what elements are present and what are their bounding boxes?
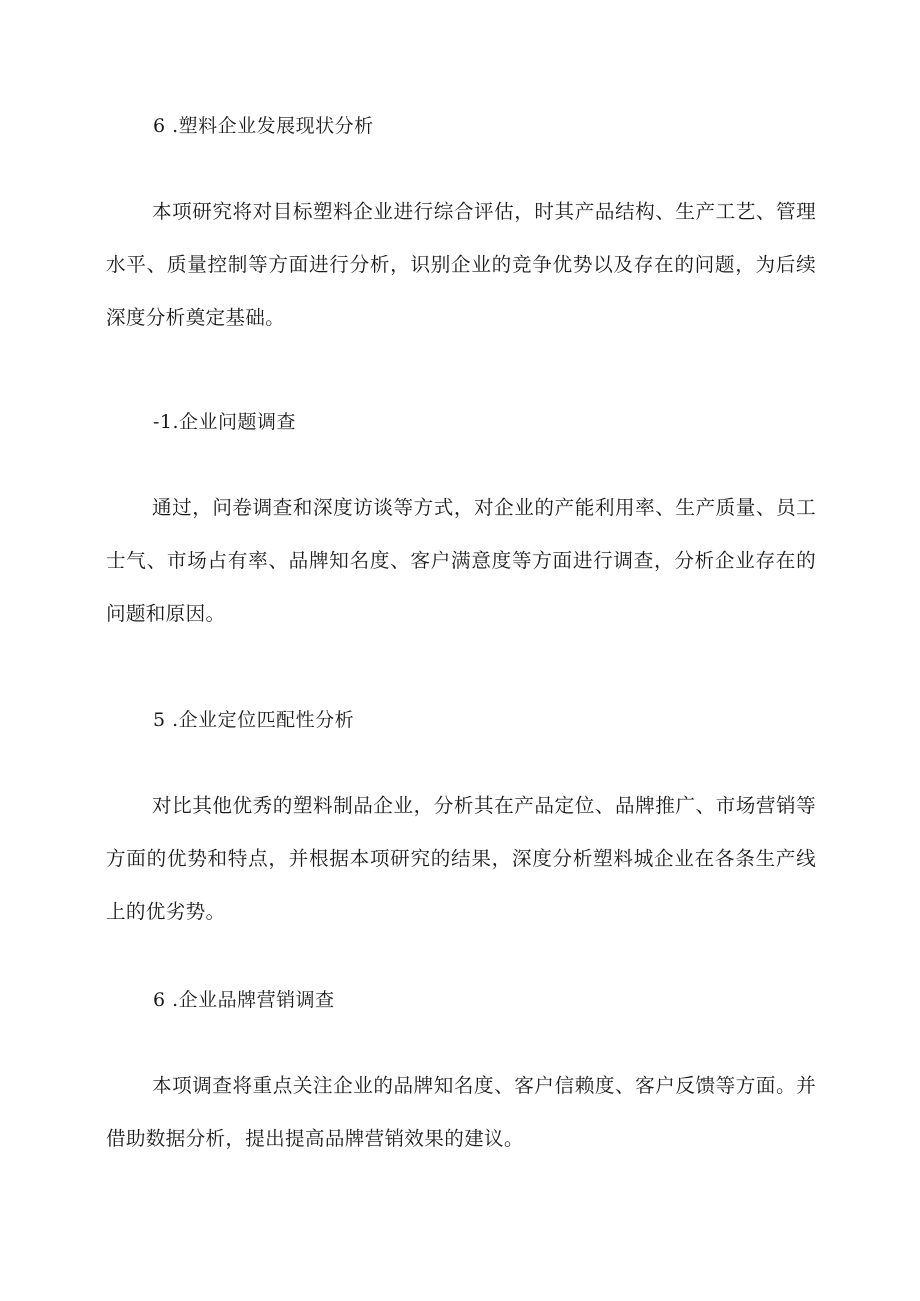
section-heading-positioning-analysis: 5 .企业定位匹配性分析 [153, 709, 355, 731]
section-heading-brand-marketing: 6 .企业品牌营销调查 [153, 989, 335, 1011]
section-body-problem-survey: 通过，问卷调查和深度访谈等方式，对企业的产能利用率、生产质量、员工士气、市场占有率、品牌知名度、客户满意度等方面进行调查，分析企业存在的问题和原因。 [106, 496, 816, 625]
section-body-current-status: 本项研究将对目标塑料企业进行综合评估，时其产品结构、生产工艺、管理水平、质量控制等方面进行分析，识别企业的竞争优势以及存在的问题，为后续深度分析奠定基础。 [106, 200, 816, 329]
section-heading-problem-survey: -1.企业问题调查 [153, 411, 297, 433]
section-heading-current-status: 6 .塑料企业发展现状分析 [153, 115, 374, 137]
section-body-brand-marketing: 本项调查将重点关注企业的品牌知名度、客户信赖度、客户反馈等方面。并借助数据分析，提出提高品牌营销效果的建议。 [106, 1074, 816, 1150]
section-body-positioning-analysis: 对比其他优秀的塑料制品企业，分析其在产品定位、品牌推广、市场营销等方面的优势和特点，并根据本项研究的结果，深度分析塑料城企业在各条生产线上的优劣势。 [106, 794, 816, 923]
